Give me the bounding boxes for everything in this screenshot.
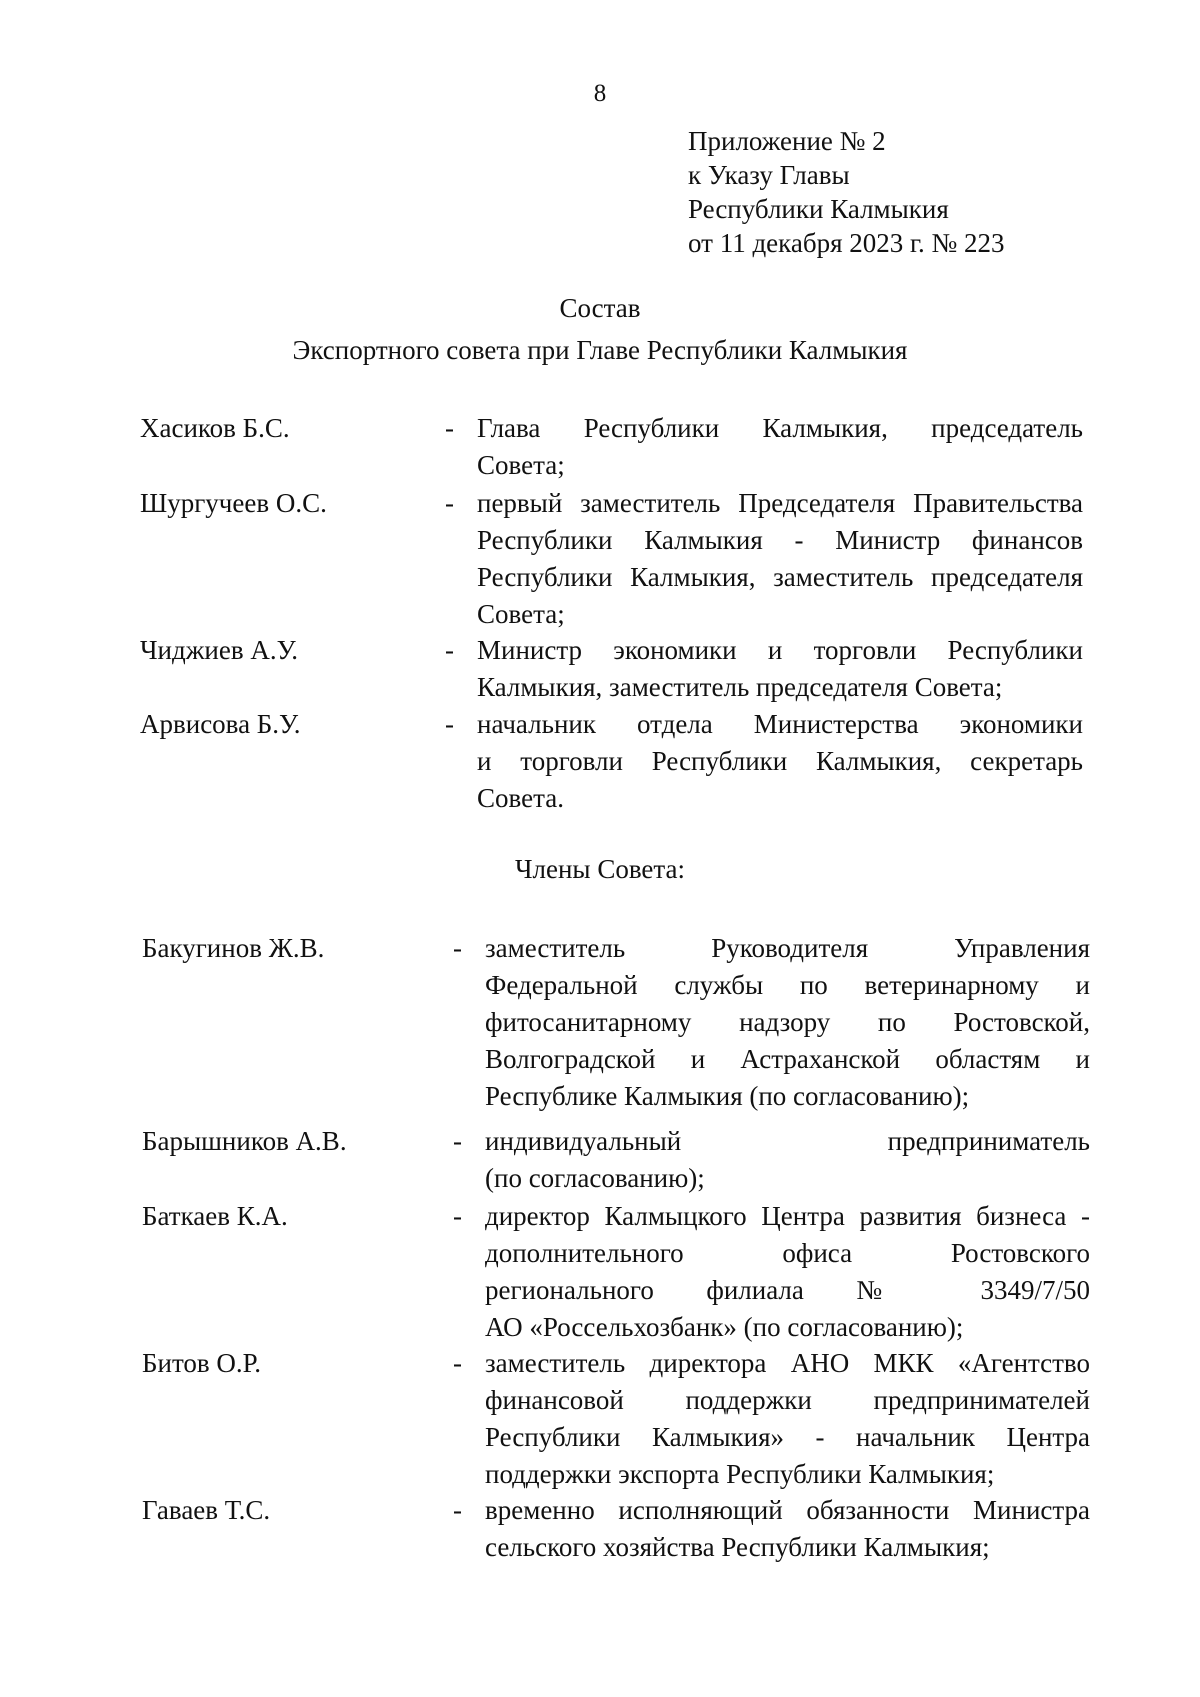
- position-line: поддержки экспорта Республики Калмыкия;: [485, 1459, 995, 1489]
- position-line: временно исполняющий обязанности Министра: [485, 1495, 1090, 1525]
- position-line: Республики Калмыкия, заместитель председателя: [477, 562, 1083, 592]
- members-heading: Члены Совета:: [514, 854, 686, 884]
- position-line: Федеральной службы по ветеринарному и: [485, 970, 1090, 1000]
- entry-dash: -: [453, 1126, 462, 1156]
- page-number: 8: [593, 80, 607, 107]
- position-line: Республики Калмыкия» - начальник Центра: [485, 1422, 1090, 1452]
- position-line: индивидуальный предприниматель: [485, 1126, 1090, 1156]
- position-line: заместитель Руководителя Управления: [485, 933, 1090, 963]
- position-line: Совета.: [477, 783, 564, 813]
- person-name: Чиджиев А.У.: [140, 635, 299, 665]
- position-line: директор Калмыцкого Центра развития бизнеса -: [485, 1201, 1090, 1231]
- entry-dash: -: [453, 1495, 462, 1525]
- position-line: дополнительного офиса Ростовского: [485, 1238, 1090, 1268]
- person-name: Бакугинов Ж.В.: [142, 933, 325, 963]
- position-line: АО «Россельхозбанк» (по согласованию);: [485, 1312, 964, 1342]
- person-name: Битов О.Р.: [142, 1348, 262, 1378]
- person-position: [477, 706, 1083, 817]
- position-line: (по согласованию);: [485, 1163, 705, 1193]
- position-line: регионального филиала № 3349/7/50: [485, 1275, 1090, 1305]
- person-name: Гаваев Т.С.: [142, 1495, 271, 1525]
- position-line: Волгоградской и Астраханской областям и: [485, 1044, 1090, 1074]
- position-line: заместитель директора АНО МКК «Агентство: [485, 1348, 1090, 1378]
- position-line: Калмыкия, заместитель председателя Совета;: [477, 672, 1003, 702]
- document-title: Состав: [559, 293, 641, 323]
- person-position: [485, 930, 1090, 1115]
- document-subtitle: Экспортного совета при Главе Республики Калмыкия: [292, 335, 908, 365]
- position-line: Республике Калмыкия (по согласованию);: [485, 1081, 970, 1111]
- person-position: [477, 632, 1083, 706]
- person-position: [485, 1492, 1090, 1566]
- person-name: Хасиков Б.С.: [140, 413, 290, 443]
- person-name: Барышников А.В.: [142, 1126, 347, 1156]
- position-line: начальник отдела Министерства экономики: [477, 709, 1083, 739]
- person-position: [485, 1123, 1090, 1197]
- position-line: первый заместитель Председателя Правительства: [477, 488, 1083, 518]
- position-line: Совета;: [477, 599, 565, 629]
- person-position: [485, 1198, 1090, 1346]
- position-line: и торговли Республики Калмыкия, секретарь: [477, 746, 1083, 776]
- appendix-line: от 11 декабря 2023 г. № 223: [688, 228, 1005, 258]
- entry-dash: -: [445, 635, 454, 665]
- appendix-line: Республики Калмыкия: [688, 194, 949, 224]
- position-line: финансовой поддержки предпринимателей: [485, 1385, 1090, 1415]
- appendix-header: [688, 124, 1005, 260]
- person-position: [477, 485, 1083, 633]
- position-line: сельского хозяйства Республики Калмыкия;: [485, 1532, 990, 1562]
- entry-dash: -: [445, 413, 454, 443]
- entry-dash: -: [453, 1201, 462, 1231]
- person-position: [485, 1345, 1090, 1493]
- entry-dash: -: [445, 488, 454, 518]
- position-line: Совета;: [477, 450, 565, 480]
- position-line: Глава Республики Калмыкия, председатель: [477, 413, 1083, 443]
- entry-dash: -: [445, 709, 454, 739]
- entry-dash: -: [453, 1348, 462, 1378]
- person-name: Баткаев К.А.: [142, 1201, 288, 1231]
- person-name: Шургучеев О.С.: [140, 488, 327, 518]
- position-line: Республики Калмыкия - Министр финансов: [477, 525, 1083, 555]
- position-line: фитосанитарному надзору по Ростовской,: [485, 1007, 1090, 1037]
- person-name: Арвисова Б.У.: [140, 709, 301, 739]
- appendix-line: Приложение № 2: [688, 126, 886, 156]
- position-line: Министр экономики и торговли Республики: [477, 635, 1083, 665]
- person-position: [477, 410, 1083, 484]
- entry-dash: -: [453, 933, 462, 963]
- appendix-line: к Указу Главы: [688, 160, 850, 190]
